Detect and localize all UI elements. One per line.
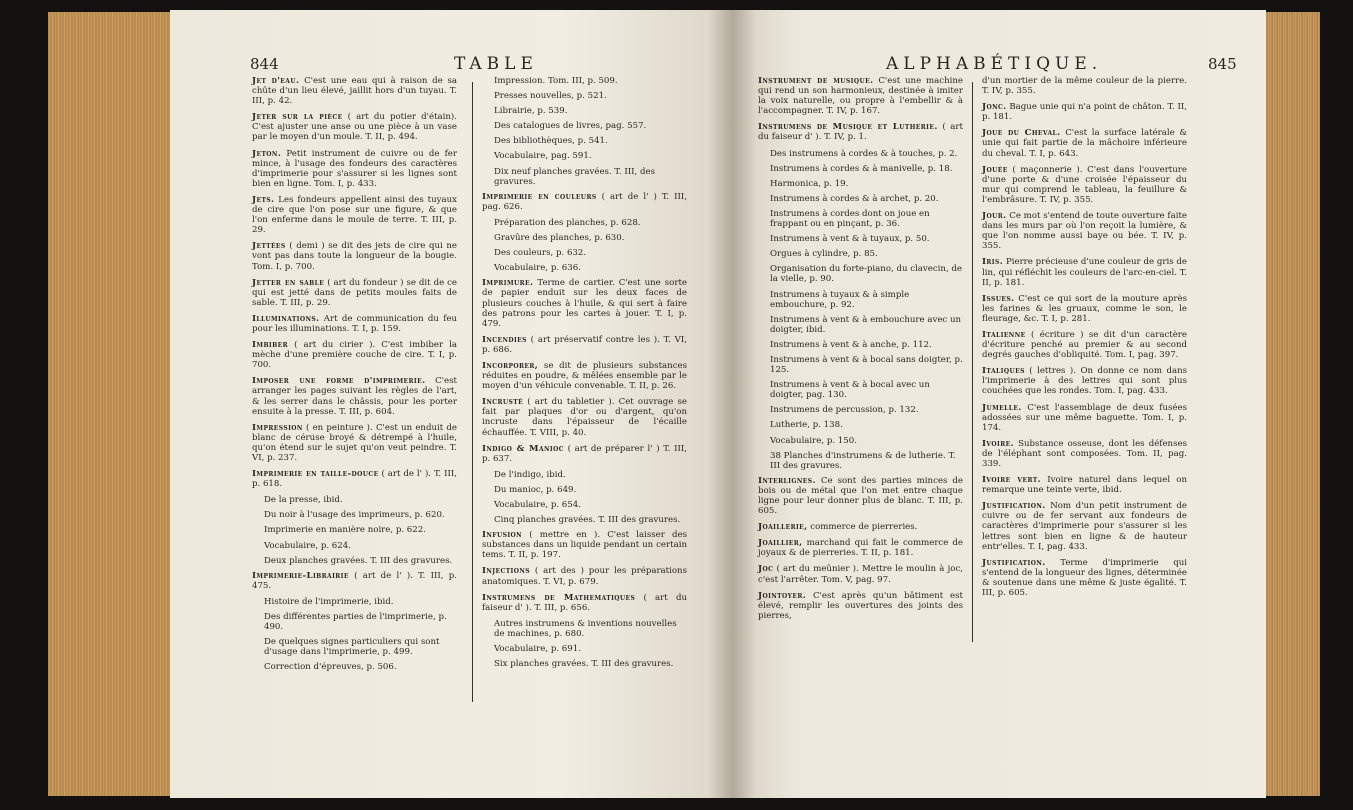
index-entry bbox=[982, 330, 1187, 360]
index-entry bbox=[982, 76, 1187, 96]
entry-headword: Injections bbox=[482, 566, 531, 577]
entry-text: ( demi ) se dit des jets de cire qui ne vont pas dans toute la longueur de la bougie. Tom. I, p. 700. bbox=[252, 241, 457, 272]
index-subentry: Des instrumens à cordes & à touches, p. 2. bbox=[770, 148, 958, 159]
entry-text: ( art du potier d'étain). C'est ajuster une anse ou une pièce à un vase par le moyen d'un moule. T. II, p. 494. bbox=[252, 112, 458, 143]
index-subentry: Orgues à cylindre, p. 85. bbox=[770, 249, 878, 260]
index-entry bbox=[482, 444, 687, 464]
index-entry bbox=[982, 403, 1187, 433]
index-entry bbox=[758, 476, 963, 516]
index-entry bbox=[252, 571, 457, 591]
index-subentry: Des différentes parties de l'imprimerie, p. 490. bbox=[264, 612, 447, 633]
index-subentry: Autres instrumens & inventions nouvelles de machines, p. 680. bbox=[494, 618, 677, 639]
entry-headword: Italiques bbox=[982, 366, 1025, 377]
index-entry bbox=[758, 591, 963, 621]
index-subentry: Instrumens de percussion, p. 132. bbox=[770, 405, 919, 416]
index-subentry: Dix neuf planches gravées. T. III, des gravures. bbox=[494, 166, 655, 187]
index-entry bbox=[252, 76, 457, 106]
index-entry bbox=[982, 501, 1187, 551]
entry-text: Nom d'un petit instrument de cuivre ou de fer servant aux fondeurs de caractères d'imprimerie pour s'assurer si les lettres sont bien en ligne & de hauteur entr'elles. T. I, pag. 433. bbox=[982, 501, 1187, 552]
entry-text: ( art de l' ). T. III, p. 618. bbox=[252, 469, 458, 490]
left-page-edges bbox=[48, 12, 188, 796]
index-subentry: Instrumens à cordes & à archet, p. 20. bbox=[770, 193, 939, 204]
entry-text: se dit de plusieurs substances réduites en poudre, & mêlées ensemble par le moyen d'un véhicule convenable. T. II, p. 26. bbox=[482, 360, 688, 392]
index-subentry: Des bibliothèques, p. 541. bbox=[494, 136, 608, 147]
entry-text: d'un mortier de la même couleur de la pierre. T. IV, p. 355. bbox=[982, 76, 1187, 97]
entry-headword: Incrusté bbox=[482, 397, 524, 408]
left-page bbox=[170, 10, 732, 798]
entry-text: C'est une eau qui à raison de sa chûte d'un lieu élevé, jaillit hors d'un tuyau. T. III, p. 42. bbox=[252, 76, 457, 107]
entry-text: ( art du cirier ). C'est imbiber la mèche d'une première couche de cire. T. I, p. 700. bbox=[252, 340, 458, 371]
right-page bbox=[732, 10, 1266, 798]
index-entry bbox=[252, 469, 457, 489]
entry-headword: Imbiber bbox=[252, 340, 288, 351]
entry-text: ( écriture ) se dit d'un caractère d'écriture penché au premier & au second degrés gauches d'obliquité. Tom. I, pag. 397. bbox=[982, 329, 1187, 361]
entry-text: Art de communication du feu pour les illuminations. T. I, p. 159. bbox=[252, 313, 457, 334]
entry-headword: Joaillier, bbox=[758, 538, 803, 549]
entry-text: ( lettres ). On donne ce nom dans l'imprimerie à des lettres qui sont plus couchées que les rondes. Tom. I, pag. 433. bbox=[982, 366, 1188, 397]
entry-headword: Instrumens de Musique et Lutherie. bbox=[758, 122, 938, 133]
entry-headword: Jonc. bbox=[982, 102, 1007, 113]
entry-headword: Jour. bbox=[982, 211, 1007, 222]
page-number: 844 bbox=[250, 55, 279, 73]
book-gutter bbox=[708, 10, 756, 798]
index-subentry: Deux planches gravées. T. III des gravures. bbox=[264, 555, 453, 566]
index-entry bbox=[758, 122, 963, 142]
index-entry bbox=[252, 423, 457, 463]
index-subentry: Lutherie, p. 138. bbox=[770, 420, 843, 431]
entry-text: ( art du fondeur ) se dit de ce qui est jetté dans de petits moules faits de sable. T. III, p. 29. bbox=[252, 277, 458, 308]
entry-headword: Italienne bbox=[982, 329, 1026, 340]
entry-headword: Instrument de musique. bbox=[758, 76, 874, 86]
index-subentry: De la presse, ibid. bbox=[264, 495, 343, 506]
entry-headword: Jeter sur la pièce bbox=[252, 112, 343, 123]
entry-headword: Issues. bbox=[982, 293, 1015, 304]
index-subentry: Cinq planches gravées. T. III des gravures. bbox=[494, 515, 681, 526]
index-entry bbox=[758, 522, 963, 532]
index-entry bbox=[252, 340, 457, 370]
entry-text: Substance osseuse, dont les défenses de l'éléphant sont composées. Tom. II, pag. 339. bbox=[982, 438, 1187, 469]
index-entry bbox=[482, 530, 687, 560]
index-entry bbox=[982, 128, 1187, 158]
index-entry bbox=[482, 278, 687, 328]
index-subentry: 38 Planches d'instrumens & de lutherie. T. III des gravures. bbox=[770, 450, 956, 471]
entry-text: C'est la surface latérale & unie qui fait partie de la mâchoire inférieure du cheval. T. I, p. 643. bbox=[982, 128, 1188, 159]
entry-headword: Iris. bbox=[982, 257, 1004, 268]
index-subentry: Imprimerie en manière noire, p. 622. bbox=[264, 525, 426, 536]
index-subentry: Correction d'épreuves, p. 506. bbox=[264, 662, 397, 673]
index-entry bbox=[482, 361, 687, 391]
entry-headword: Jets. bbox=[252, 194, 275, 205]
entry-text: Ce mot s'entend de toute ouverture faite dans les murs par où l'on reçoit la lumière, & que l'on nomme aussi baye ou bée. T. IV, p. 355. bbox=[982, 211, 1187, 252]
entry-text: Bague unie qui n'a point de châton. T. II, p. 181. bbox=[982, 102, 1187, 123]
entry-text: ( mettre en ). C'est laisser des substances dans un liquide pendant un certain tems. T. II, p. 197. bbox=[482, 530, 687, 561]
entry-text: ( en peinture ). C'est un enduit de blanc de céruse broyé & détrempé à l'huile, qu'on étend sur le sujet qu'on veut peindre. T. VI, p. 237. bbox=[252, 422, 457, 463]
entry-text: ( art de préparer l' ) T. III, p. 637. bbox=[482, 443, 687, 464]
index-subentry: Instrumens à tuyaux & à simple embouchure, p. 92. bbox=[770, 289, 910, 310]
index-subentry: De l'indigo, ibid. bbox=[494, 469, 566, 480]
index-column bbox=[982, 76, 1187, 604]
index-subentry: Impression. Tom. III, p. 509. bbox=[494, 76, 618, 86]
entry-headword: Illuminations. bbox=[252, 313, 320, 324]
entry-headword: Incendies bbox=[482, 334, 527, 345]
entry-text: Petit instrument de cuivre ou de fer mince, à l'usage des fondeurs des caractères d'imprimerie pour s'assurer si les lignes sont bien en ligne. Tom. I, p. 433. bbox=[252, 148, 457, 189]
index-entry bbox=[982, 475, 1187, 495]
index-subentry: Des couleurs, p. 632. bbox=[494, 248, 587, 259]
index-entry bbox=[982, 439, 1187, 469]
index-entry bbox=[252, 314, 457, 334]
index-subentry: Instrumens à vent & à bocal sans doigter, p. 125. bbox=[770, 354, 963, 376]
entry-text: ( art de l' ). T. III, p. 475. bbox=[252, 570, 457, 591]
entry-text: ( art préservatif contre les ). T. VI, p. 686. bbox=[482, 334, 688, 355]
entry-text: marchand qui fait le commerce de joyaux & de pierreries. T. II, p. 181. bbox=[758, 538, 963, 559]
entry-headword: Impression bbox=[252, 422, 303, 433]
index-entry bbox=[252, 195, 457, 235]
index-subentry: Vocabulaire, p. 636. bbox=[494, 263, 581, 274]
index-subentry: Vocabulaire, p. 150. bbox=[770, 435, 857, 446]
entry-text: commerce de pierreries. bbox=[810, 522, 918, 533]
index-entry bbox=[482, 593, 687, 613]
index-entry bbox=[982, 102, 1187, 122]
entry-text: ( art du meûnier ). Mettre le moulin à joc, c'est l'arrêter. Tom. V, pag. 97. bbox=[758, 564, 963, 585]
index-entry bbox=[252, 241, 457, 271]
index-subentry: Instrumens à vent & à bocal avec un doigter, pag. 130. bbox=[770, 380, 930, 401]
entry-text: Terme de cartier. C'est une sorte de papier enduit sur les deux faces de plusieurs couches à l'huile, & qui sert à faire des patrons pour les cartes à jouer. T. I, p. 479. bbox=[482, 278, 687, 329]
entry-headword: Justification. bbox=[982, 501, 1046, 512]
index-subentry: Instrumens à cordes & à manivelle, p. 18. bbox=[770, 163, 953, 174]
index-subentry: Préparation des planches, p. 628. bbox=[494, 217, 641, 228]
index-subentry: Harmonica, p. 19. bbox=[770, 178, 849, 189]
running-head: TABLE bbox=[454, 54, 538, 74]
page-number: 845 bbox=[1208, 55, 1237, 73]
entry-headword: Infusion bbox=[482, 530, 523, 541]
entry-text: C'est l'assemblage de deux fusées adossées sur une même baguette. Tom. I, p. 174. bbox=[982, 402, 1187, 433]
index-entry bbox=[482, 335, 687, 355]
index-subentry: De quelques signes particuliers qui sont d'usage dans l'imprimerie, p. 499. bbox=[264, 637, 440, 658]
entry-text: ( art du faiseur d' ). T. III, p. 656. bbox=[482, 592, 688, 613]
index-subentry: Vocabulaire, p. 691. bbox=[494, 644, 581, 655]
index-subentry: Instrumens à vent & à embouchure avec un doigter, ibid. bbox=[770, 314, 962, 335]
entry-text: Pierre précieuse d'une couleur de gris de lin, qui réfléchit les couleurs de l'arc-en-ciel. T. II, p. 181. bbox=[982, 257, 1187, 288]
index-entry bbox=[982, 366, 1187, 396]
entry-text: ( art du tabletier ). Cet ouvrage se fait par plaques d'or ou d'argent, qu'on incruste dans l'épaisseur de l'écaille échauffée. T. VIII, p. 40. bbox=[482, 397, 687, 438]
index-entry bbox=[982, 257, 1187, 287]
index-subentry: Des catalogues de livres, pag. 557. bbox=[494, 121, 647, 132]
index-subentry: Organisation du forte-piano, du clavecin, de la vielle, p. 90. bbox=[770, 264, 962, 285]
entry-headword: Imprimerie-Librairie bbox=[252, 570, 349, 581]
entry-headword: Incorporer, bbox=[482, 360, 539, 371]
entry-text: Les fondeurs appellent ainsi des tuyaux de cire que l'on pose sur une figure, & que l'on enferme dans le moule de terre. T. III, p. 29. bbox=[252, 194, 457, 236]
entry-text: ( art de l' ) T. III, pag. 626. bbox=[482, 191, 687, 212]
running-head: ALPHABÉTIQUE. bbox=[886, 54, 1103, 74]
entry-text: ( art du faiseur d' ). T. IV, p. 1. bbox=[758, 122, 963, 143]
entry-headword: Jeton. bbox=[252, 148, 282, 159]
index-entry bbox=[758, 76, 963, 116]
index-entry bbox=[982, 211, 1187, 251]
index-column bbox=[252, 76, 457, 678]
entry-text: C'est ce qui sort de la mouture après les farines & les gruaux, comme le son, le fleurage, &c. T. I, p. 281. bbox=[982, 293, 1187, 324]
column-rule bbox=[472, 82, 473, 702]
index-subentry: Histoire de l'imprimerie, ibid. bbox=[264, 596, 394, 607]
index-subentry: Instrumens à cordes dont on joue en frappant ou en pinçant, p. 36. bbox=[770, 208, 930, 230]
index-entry bbox=[758, 564, 963, 584]
entry-headword: Jet d'eau. bbox=[252, 76, 300, 86]
entry-headword: Jetter en sable bbox=[252, 277, 325, 288]
index-subentry: Du manioc, p. 649. bbox=[494, 484, 577, 495]
index-entry bbox=[482, 566, 687, 586]
open-book bbox=[28, 4, 1336, 804]
entry-text: Ce sont des parties minces de bois ou de métal que l'on met entre chaque ligne pour leur donner plus de blanc. T. III, p. 605. bbox=[758, 475, 963, 517]
entry-headword: Interlignes. bbox=[758, 475, 816, 486]
entry-text: C'est après qu'un bâtiment est élevé, remplir les ouvertures des joints des pierres, bbox=[758, 590, 963, 621]
entry-headword: Joue du Cheval. bbox=[982, 128, 1061, 139]
entry-text: C'est une machine qui rend un son harmonieux, destinée à imiter la voix naturelle, ou propre à l'embellir & à l'accompagner. T. IV, p. 167. bbox=[758, 76, 963, 117]
index-entry bbox=[252, 278, 457, 308]
entry-text: C'est arranger les pages suivant les règles de l'art, & les serrer dans le châssis, pour les porter ensuite à la presse. T. III, p. 604. bbox=[252, 376, 457, 417]
column-rule bbox=[972, 82, 973, 642]
index-subentry: Gravûre des planches, p. 630. bbox=[494, 233, 625, 244]
index-subentry: Vocabulaire, p. 654. bbox=[494, 500, 581, 510]
index-entry bbox=[982, 294, 1187, 324]
index-column bbox=[482, 76, 687, 674]
entry-headword: Jointoyer. bbox=[758, 590, 807, 601]
entry-headword: Imposer une forme d'imprimerie. bbox=[252, 376, 426, 387]
entry-text: Terme d'imprimerie qui s'entend de la longueur des lignes, déterminée & soutenue dans une même & juste égalité. T. III, p. 605. bbox=[982, 557, 1187, 599]
index-entry bbox=[252, 112, 457, 142]
index-entry bbox=[252, 376, 457, 416]
entry-headword: Imprimerie en couleurs bbox=[482, 191, 597, 202]
index-subentry: Instrumens à vent & à tuyaux, p. 50. bbox=[770, 234, 930, 245]
index-entry bbox=[982, 165, 1187, 205]
index-subentry: Instrumens à vent & à anche, p. 112. bbox=[770, 339, 932, 350]
index-subentry: Librairie, p. 539. bbox=[494, 106, 568, 117]
index-subentry: Vocabulaire, pag. 591. bbox=[494, 151, 592, 162]
index-entry bbox=[482, 192, 687, 212]
entry-headword: Joaillerie, bbox=[758, 522, 808, 533]
entry-headword: Imprimerie en taille-douce bbox=[252, 469, 379, 480]
index-subentry: Du noir à l'usage des imprimeurs, p. 620. bbox=[264, 510, 445, 521]
entry-headword: Jouée bbox=[982, 164, 1008, 175]
entry-headword: Justification. bbox=[982, 557, 1046, 568]
entry-text: Ivoire naturel dans lequel on remarque une teinte verte, ibid. bbox=[982, 475, 1187, 496]
entry-headword: Ivoire. bbox=[982, 438, 1014, 449]
entry-text: ( art des ) pour les préparations anatomiques. T. VI, p. 679. bbox=[482, 566, 688, 587]
index-entry bbox=[758, 538, 963, 558]
entry-headword: Instrumens de Mathematiques bbox=[482, 592, 636, 603]
index-column bbox=[758, 76, 963, 627]
index-entry bbox=[482, 397, 687, 437]
index-entry bbox=[252, 149, 457, 189]
entry-headword: Ivoire vert. bbox=[982, 475, 1041, 486]
index-entry bbox=[982, 558, 1187, 598]
index-subentry: Six planches gravées. T. III des gravures. bbox=[494, 659, 674, 670]
index-subentry: Vocabulaire, p. 624. bbox=[264, 540, 351, 551]
entry-headword: Imprimure. bbox=[482, 278, 534, 289]
entry-headword: Joc bbox=[758, 564, 774, 575]
entry-headword: Jumelle. bbox=[982, 402, 1022, 413]
entry-text: ( maçonnerie ). C'est dans l'ouverture d'une porte & d'une croisée l'épaisseur du mur qui comprend le tableau, la feuillure & l'embrâsure. T. IV, p. 355. bbox=[982, 164, 1187, 205]
index-subentry: Presses nouvelles, p. 521. bbox=[494, 91, 607, 102]
entry-headword: Indigo & Manioc bbox=[482, 443, 564, 454]
entry-headword: Jettées bbox=[252, 241, 286, 252]
